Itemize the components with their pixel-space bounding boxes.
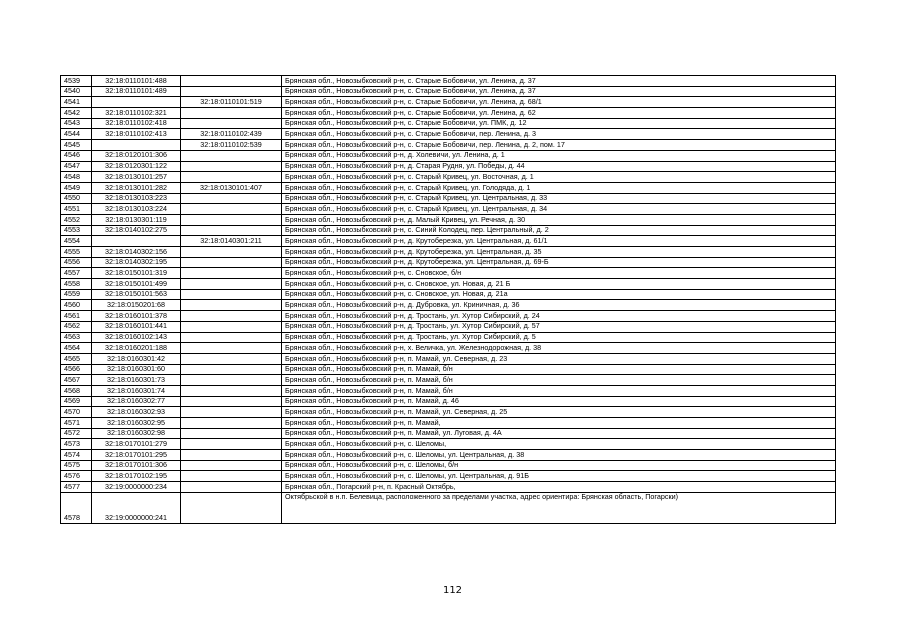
cadastral-number-cell: 32:18:0140302:195 (92, 257, 181, 268)
address-cell: Брянская обл., Новозыбковский р-н, с. Старые Бобовичи, ул. Ленина, д. 37 (282, 76, 836, 87)
address-cell: Брянская обл., Новозыбковский р-н, с. Сновское, б/н (282, 268, 836, 279)
cadastral-number-cell: 32:18:0150101:499 (92, 279, 181, 290)
cadastral-number-cell: 32:18:0110102:413 (92, 129, 181, 140)
cadastral-number-secondary-cell (181, 161, 282, 172)
cadastral-number-cell (92, 140, 181, 151)
cadastral-number-cell: 32:18:0170101:306 (92, 460, 181, 471)
address-cell: Брянская обл., Погарский р-н, п. Красный Октябрь, (282, 482, 836, 493)
row-number-cell: 4566 (61, 364, 92, 375)
address-cell: Брянская обл., Новозыбковский р-н, п. Мамай, б/н (282, 385, 836, 396)
row-number-cell: 4544 (61, 129, 92, 140)
address-cell: Брянская обл., Новозыбковский р-н, д. Холевичи, ул. Ленина, д. 1 (282, 150, 836, 161)
table-row (61, 471, 836, 482)
table-row (61, 289, 836, 300)
table-row (61, 396, 836, 407)
address-cell: Брянская обл., Новозыбковский р-н, с. Шеломы, ул. Центральная, д. 38 (282, 450, 836, 461)
row-number-cell: 4540 (61, 86, 92, 97)
cadastral-number-cell: 32:18:0130103:223 (92, 193, 181, 204)
address-cell: Брянская обл., Новозыбковский р-н, п. Мамай, (282, 418, 836, 429)
table-row (61, 97, 836, 108)
cadastral-number-cell: 32:18:0160302:93 (92, 407, 181, 418)
cadastral-number-secondary-cell (181, 172, 282, 183)
address-cell: Брянская обл., Новозыбковский р-н, д. Тростань, ул. Хутор Сибирский, д. 57 (282, 321, 836, 332)
cadastral-number-secondary-cell: 32:18:0140301:211 (181, 236, 282, 247)
table-row (61, 332, 836, 343)
row-number-cell: 4541 (61, 97, 92, 108)
row-number-cell: 4545 (61, 140, 92, 151)
address-cell: Брянская обл., Новозыбковский р-н, д. Малый Кривец, ул. Речная, д. 30 (282, 214, 836, 225)
cadastral-number-secondary-cell (181, 396, 282, 407)
cadastral-number-cell: 32:18:0110101:489 (92, 86, 181, 97)
table-row (61, 343, 836, 354)
cadastral-number-secondary-cell (181, 257, 282, 268)
row-number-cell: 4576 (61, 471, 92, 482)
cadastral-number-secondary-cell: 32:18:0110102:439 (181, 129, 282, 140)
row-number-cell: 4552 (61, 214, 92, 225)
cadastral-number-cell: 32:18:0130301:119 (92, 214, 181, 225)
row-number-cell: 4560 (61, 300, 92, 311)
address-cell: Брянская обл., Новозыбковский р-н, с. Старые Бобовичи, пер. Ленина, д. 3 (282, 129, 836, 140)
table-row (61, 236, 836, 247)
row-number-cell: 4578 (61, 492, 92, 523)
address-cell: Брянская обл., Новозыбковский р-н, д. Старая Рудня, ул. Победы, д. 44 (282, 161, 836, 172)
cadastral-number-cell: 32:18:0160302:77 (92, 396, 181, 407)
cadastral-number-cell: 32:18:0160201:188 (92, 343, 181, 354)
table-row (61, 86, 836, 97)
table-row (61, 321, 836, 332)
cadastral-number-secondary-cell: 32:18:0110102:539 (181, 140, 282, 151)
table-row (61, 129, 836, 140)
cadastral-number-secondary-cell (181, 150, 282, 161)
table-row (61, 204, 836, 215)
row-number-cell: 4543 (61, 118, 92, 129)
cadastral-number-cell: 32:18:0160301:74 (92, 385, 181, 396)
table-row (61, 418, 836, 429)
table-row (61, 364, 836, 375)
address-cell: Брянская обл., Новозыбковский р-н, с. Старый Кривец, ул. Центральная, д. 33 (282, 193, 836, 204)
cadastral-number-cell: 32:18:0120301:122 (92, 161, 181, 172)
cadastral-number-secondary-cell (181, 279, 282, 290)
address-cell: Брянская обл., Новозыбковский р-н, с. Старый Кривец, ул. Голодяда, д. 1 (282, 182, 836, 193)
table-row (61, 172, 836, 183)
table-row (61, 140, 836, 151)
cadastral-number-secondary-cell (181, 321, 282, 332)
cadastral-number-cell: 32:18:0160101:378 (92, 311, 181, 322)
row-number-cell: 4567 (61, 375, 92, 386)
address-cell: Брянская обл., Новозыбковский р-н, с. Синий Колодец, пер. Центральный, д. 2 (282, 225, 836, 236)
address-cell: Брянская обл., Новозыбковский р-н, с. Сновское, ул. Новая, д. 21а (282, 289, 836, 300)
table-row (61, 193, 836, 204)
cadastral-number-secondary-cell (181, 364, 282, 375)
row-number-cell: 4557 (61, 268, 92, 279)
cadastral-number-secondary-cell (181, 193, 282, 204)
row-number-cell: 4551 (61, 204, 92, 215)
row-number-cell: 4573 (61, 439, 92, 450)
address-cell: Брянская обл., Новозыбковский р-н, п. Мамай, ул. Северная, д. 23 (282, 353, 836, 364)
address-cell: Брянская обл., Новозыбковский р-н, д. Дубровка, ул. Криничная, д. 36 (282, 300, 836, 311)
row-number-cell: 4549 (61, 182, 92, 193)
row-number-cell: 4568 (61, 385, 92, 396)
cadastral-number-cell (92, 97, 181, 108)
cadastral-number-cell: 32:18:0160101:441 (92, 321, 181, 332)
address-cell: Брянская обл., Новозыбковский р-н, с. Старые Бобовичи, ул. Ленина, д. 37 (282, 86, 836, 97)
cadastral-number-secondary-cell (181, 247, 282, 258)
row-number-cell: 4539 (61, 76, 92, 87)
address-cell: Брянская обл., Новозыбковский р-н, п. Мамай, б/н (282, 364, 836, 375)
row-number-cell: 4562 (61, 321, 92, 332)
cadastral-number-cell: 32:18:0130103:224 (92, 204, 181, 215)
address-cell: Брянская обл., Новозыбковский р-н, с. Шеломы, (282, 439, 836, 450)
cadastral-number-secondary-cell (181, 86, 282, 97)
table-row (61, 279, 836, 290)
cadastral-number-cell: 32:18:0160301:73 (92, 375, 181, 386)
table-row (61, 247, 836, 258)
row-number-cell: 4556 (61, 257, 92, 268)
row-number-cell: 4570 (61, 407, 92, 418)
table-row (61, 385, 836, 396)
cadastral-number-secondary-cell (181, 311, 282, 322)
cadastral-number-cell: 32:18:0130101:257 (92, 172, 181, 183)
table-row (61, 108, 836, 119)
table-row (61, 76, 836, 87)
cadastral-number-secondary-cell (181, 428, 282, 439)
row-number-cell: 4577 (61, 482, 92, 493)
address-cell: Брянская обл., Новозыбковский р-н, с. Старые Бобовичи, ул. ПМК, д. 12 (282, 118, 836, 129)
cadastral-number-secondary-cell (181, 418, 282, 429)
land-plots-table (60, 75, 836, 524)
address-cell: Брянская обл., Новозыбковский р-н, д. Крутоберезка, ул. Центральная, д. 61/1 (282, 236, 836, 247)
address-cell: Брянская обл., Новозыбковский р-н, д. Тростань, ул. Хутор Сибирский, д. 5 (282, 332, 836, 343)
row-number-cell: 4571 (61, 418, 92, 429)
cadastral-number-cell: 32:18:0130101:282 (92, 182, 181, 193)
cadastral-number-cell: 32:18:0170101:279 (92, 439, 181, 450)
row-number-cell: 4554 (61, 236, 92, 247)
table-row (61, 225, 836, 236)
row-number-cell: 4550 (61, 193, 92, 204)
table-row (61, 311, 836, 322)
address-cell: Брянская обл., Новозыбковский р-н, п. Мамай, б/н (282, 375, 836, 386)
table-row (61, 353, 836, 364)
cadastral-number-cell: 32:18:0140302:156 (92, 247, 181, 258)
row-number-cell: 4569 (61, 396, 92, 407)
cadastral-number-secondary-cell (181, 204, 282, 215)
address-cell: Брянская обл., Новозыбковский р-н, с. Шеломы, б/н (282, 460, 836, 471)
cadastral-number-cell: 32:18:0150101:563 (92, 289, 181, 300)
row-number-cell: 4572 (61, 428, 92, 439)
table-row (61, 407, 836, 418)
address-cell: Октябрьской в н.п. Белевица, расположенного за пределами участка, адрес ориентира: Брянская область, Погарски) (282, 492, 836, 523)
cadastral-number-secondary-cell (181, 375, 282, 386)
cadastral-number-secondary-cell: 32:18:0110101:519 (181, 97, 282, 108)
table-row (61, 257, 836, 268)
cadastral-number-secondary-cell (181, 482, 282, 493)
row-number-cell: 4555 (61, 247, 92, 258)
cadastral-number-cell: 32:18:0160302:98 (92, 428, 181, 439)
cadastral-number-secondary-cell (181, 289, 282, 300)
table-row (61, 482, 836, 493)
table-body (61, 76, 836, 524)
page-number: 112 (442, 585, 463, 596)
cadastral-number-secondary-cell (181, 343, 282, 354)
table-row (61, 118, 836, 129)
table-row (61, 182, 836, 193)
table-row (61, 460, 836, 471)
table-row (61, 268, 836, 279)
row-number-cell: 4553 (61, 225, 92, 236)
cadastral-number-secondary-cell (181, 450, 282, 461)
address-cell: Брянская обл., Новозыбковский р-н, с. Шеломы, ул. Центральная, д. 91Б (282, 471, 836, 482)
address-cell: Брянская обл., Новозыбковский р-н, с. Сновское, ул. Новая, д. 21 Б (282, 279, 836, 290)
cadastral-number-cell: 32:19:0000000:234 (92, 482, 181, 493)
address-cell: Брянская обл., Новозыбковский р-н, с. Старый Кривец, ул. Центральная, д. 34 (282, 204, 836, 215)
cadastral-number-secondary-cell (181, 118, 282, 129)
cadastral-number-cell: 32:18:0150101:319 (92, 268, 181, 279)
table-row (61, 161, 836, 172)
cadastral-number-secondary-cell (181, 300, 282, 311)
row-number-cell: 4575 (61, 460, 92, 471)
cadastral-number-cell: 32:18:0160301:42 (92, 353, 181, 364)
address-cell: Брянская обл., Новозыбковский р-н, д. Крутоберезка, ул. Центральная, д. 35 (282, 247, 836, 258)
cadastral-number-secondary-cell (181, 460, 282, 471)
row-number-cell: 4542 (61, 108, 92, 119)
cadastral-number-secondary-cell (181, 268, 282, 279)
address-cell: Брянская обл., Новозыбковский р-н, с. Старые Бобовичи, пер. Ленина, д. 2, пом. 17 (282, 140, 836, 151)
cadastral-number-cell: 32:18:0110102:418 (92, 118, 181, 129)
cadastral-number-secondary-cell (181, 332, 282, 343)
address-cell: Брянская обл., Новозыбковский р-н, д. Тростань, ул. Хутор Сибирский, д. 24 (282, 311, 836, 322)
cadastral-number-cell (92, 236, 181, 247)
cadastral-number-secondary-cell (181, 214, 282, 225)
table-row (61, 214, 836, 225)
table-row (61, 150, 836, 161)
cadastral-number-cell: 32:18:0140102:275 (92, 225, 181, 236)
row-number-cell: 4574 (61, 450, 92, 461)
table-row (61, 439, 836, 450)
row-number-cell: 4563 (61, 332, 92, 343)
cadastral-number-secondary-cell (181, 76, 282, 87)
cadastral-number-secondary-cell (181, 225, 282, 236)
cadastral-number-secondary-cell (181, 471, 282, 482)
row-number-cell: 4564 (61, 343, 92, 354)
cadastral-number-secondary-cell (181, 385, 282, 396)
cadastral-number-cell: 32:18:0110101:488 (92, 76, 181, 87)
row-number-cell: 4561 (61, 311, 92, 322)
cadastral-number-cell: 32:18:0150201:68 (92, 300, 181, 311)
address-cell: Брянская обл., Новозыбковский р-н, д. Крутоберезка, ул. Центральная, д. 69-Б (282, 257, 836, 268)
table-row (61, 300, 836, 311)
cadastral-number-cell: 32:18:0160301:60 (92, 364, 181, 375)
cadastral-number-secondary-cell: 32:18:0130101:407 (181, 182, 282, 193)
row-number-cell: 4558 (61, 279, 92, 290)
table-row (61, 450, 836, 461)
cadastral-number-cell: 32:19:0000000:241 (92, 492, 181, 523)
row-number-cell: 4565 (61, 353, 92, 364)
row-number-cell: 4546 (61, 150, 92, 161)
cadastral-number-secondary-cell (181, 439, 282, 450)
cadastral-number-cell: 32:18:0170102:195 (92, 471, 181, 482)
table-row (61, 492, 836, 523)
cadastral-number-cell: 32:18:0160302:95 (92, 418, 181, 429)
cadastral-number-cell: 32:18:0170101:295 (92, 450, 181, 461)
address-cell: Брянская обл., Новозыбковский р-н, п. Мамай, ул. Луговая, д. 4А (282, 428, 836, 439)
address-cell: Брянская обл., Новозыбковский р-н, п. Мамай, д. 46 (282, 396, 836, 407)
address-cell: Брянская обл., Новозыбковский р-н, п. Мамай, ул. Северная, д. 25 (282, 407, 836, 418)
address-cell: Брянская обл., Новозыбковский р-н, с. Старые Бобовичи, ул. Ленина, д. 62 (282, 108, 836, 119)
cadastral-number-secondary-cell (181, 492, 282, 523)
cadastral-number-cell: 32:18:0160102:143 (92, 332, 181, 343)
row-number-cell: 4547 (61, 161, 92, 172)
address-cell: Брянская обл., Новозыбковский р-н, с. Старый Кривец, ул. Восточная, д. 1 (282, 172, 836, 183)
cadastral-number-secondary-cell (181, 108, 282, 119)
cadastral-number-cell: 32:18:0120101:306 (92, 150, 181, 161)
cadastral-number-secondary-cell (181, 407, 282, 418)
table-row (61, 428, 836, 439)
cadastral-number-cell: 32:18:0110102:321 (92, 108, 181, 119)
cadastral-number-secondary-cell (181, 353, 282, 364)
address-cell: Брянская обл., Новозыбковский р-н, с. Старые Бобовичи, ул. Ленина, д. 68/1 (282, 97, 836, 108)
row-number-cell: 4559 (61, 289, 92, 300)
address-cell: Брянская обл., Новозыбковский р-н, х. Величка, ул. Железнодорожная, д. 38 (282, 343, 836, 354)
table-row (61, 375, 836, 386)
row-number-cell: 4548 (61, 172, 92, 183)
